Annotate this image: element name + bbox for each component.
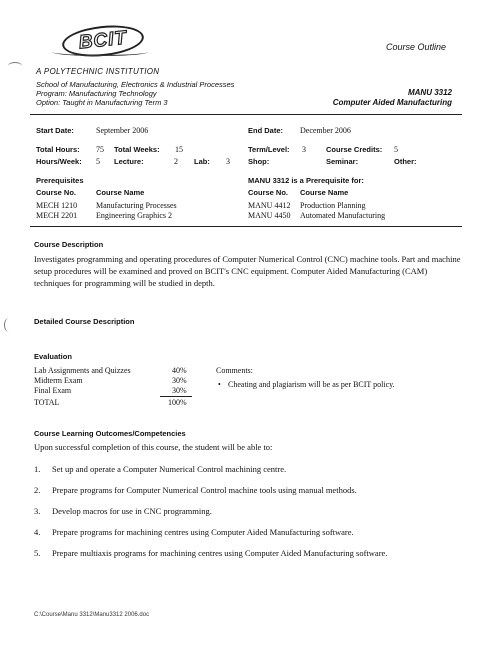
end-date-value: December 2006 [300,126,351,135]
prereq-for-col-name: Course Name [300,188,349,197]
bcit-logo: BCIT [61,22,146,60]
evaluation-total-label: TOTAL [34,398,60,407]
outcomes-title: Course Learning Outcomes/Competencies [34,429,186,438]
prereq-for-title: MANU 3312 is a Prerequisite for: [248,176,364,185]
prereq-row-name: Manufacturing Processes [96,201,177,210]
hours-week-label: Hours/Week: [36,157,82,166]
comments-label: Comments: [216,366,253,375]
lab-label: Lab: [194,157,210,166]
course-credits-label: Course Credits: [326,145,383,154]
total-hours-label: Total Hours: [36,145,80,154]
outcome-number: 5. [34,548,41,558]
other-label: Other: [394,157,417,166]
seminar-label: Seminar: [326,157,359,166]
lab-value: 3 [226,157,230,166]
outcome-text: Prepare multiaxis programs for machining centres using Computer Aided Manufacturing software. [52,548,388,558]
description-text: Investigates programming and operating procedures of Computer Numerical Control (CNC) machine tools. Part and machine setup procedures will be examined and proved on BCIT's CNC equipment. Computer Aided Manufacturing (CAM) techniques for programming will be studied in depth. [34,254,461,288]
prereq-col-name: Course Name [96,188,145,197]
outcome-number: 1. [34,464,41,474]
scan-mark [8,62,22,70]
school-name: School of Manufacturing, Electronics & Industrial Processes [36,80,235,89]
prereq-row-no: MECH 1210 [36,201,78,210]
header-rule [30,114,462,115]
tagline: A POLYTECHNIC INSTITUTION [36,67,160,76]
prereq-for-row-name: Production Planning [300,201,366,210]
evaluation-title: Evaluation [34,352,72,361]
evaluation-item-label: Final Exam [34,386,72,395]
outcome-number: 4. [34,527,41,537]
course-title: Computer Aided Manufacturing [332,98,452,107]
evaluation-item-label: Lab Assignments and Quizzes [34,366,131,375]
term-level-value: 3 [302,145,306,154]
doc-type: Course Outline [386,42,447,52]
prereq-row-name: Engineering Graphics 2 [96,211,172,220]
prereq-col-no: Course No. [36,188,77,197]
outcome-text: Prepare programs for machining centres using Computer Aided Manufacturing software. [52,527,354,537]
total-weeks-value: 15 [175,145,183,154]
comment-text: Cheating and plagiarism will be as per BCIT policy. [228,380,395,389]
prereq-for-row-no: MANU 4450 [248,211,291,220]
description-title: Course Description [34,240,104,249]
lecture-value: 2 [174,157,178,166]
total-hours-value: 75 [96,145,104,154]
end-date-label: End Date: [248,126,284,135]
comment-bullet: • [218,380,221,389]
logo-swoosh [52,48,148,56]
evaluation-item-value: 40% [172,366,187,375]
start-date-label: Start Date: [36,126,74,135]
shop-label: Shop: [248,157,270,166]
total-rule [160,396,192,397]
evaluation-total-value: 100% [168,398,187,407]
prereq-for-col-no: Course No. [248,188,289,197]
evaluation-item-label: Midterm Exam [34,376,83,385]
course-code: MANU 3312 [407,88,452,97]
start-date-value: September 2006 [96,126,149,135]
prereq-row-no: MECH 2201 [36,211,78,220]
prerequisites-title: Prerequisites [36,176,84,185]
section-rule [30,226,462,227]
program-name: Program: Manufacturing Technology [36,89,157,98]
detailed-description-title: Detailed Course Description [34,317,135,326]
outcome-text: Prepare programs for Computer Numerical Control machine tools using manual methods. [52,485,357,495]
outcome-number: 3. [34,506,41,516]
lecture-label: Lecture: [114,157,144,166]
scan-mark [4,318,14,332]
term-level-label: Term/Level: [248,145,290,154]
option-name: Option: Taught in Manufacturing Term 3 [36,98,168,107]
outcome-text: Develop macros for use in CNC programming. [52,506,212,516]
prereq-for-row-name: Automated Manufacturing [300,211,386,220]
evaluation-item-value: 30% [172,386,187,395]
footer-path: C:\Course\Manu 3312\Manu3312 2006.doc [34,612,150,618]
prereq-for-row-no: MANU 4412 [248,201,291,210]
evaluation-item-value: 30% [172,376,187,385]
course-credits-value: 5 [394,145,398,154]
total-weeks-label: Total Weeks: [114,145,160,154]
outcomes-intro: Upon successful completion of this course, the student will be able to: [34,442,273,452]
outcome-text: Set up and operate a Computer Numerical Control machining centre. [52,464,287,474]
outcome-number: 2. [34,485,41,495]
hours-week-value: 5 [96,157,100,166]
